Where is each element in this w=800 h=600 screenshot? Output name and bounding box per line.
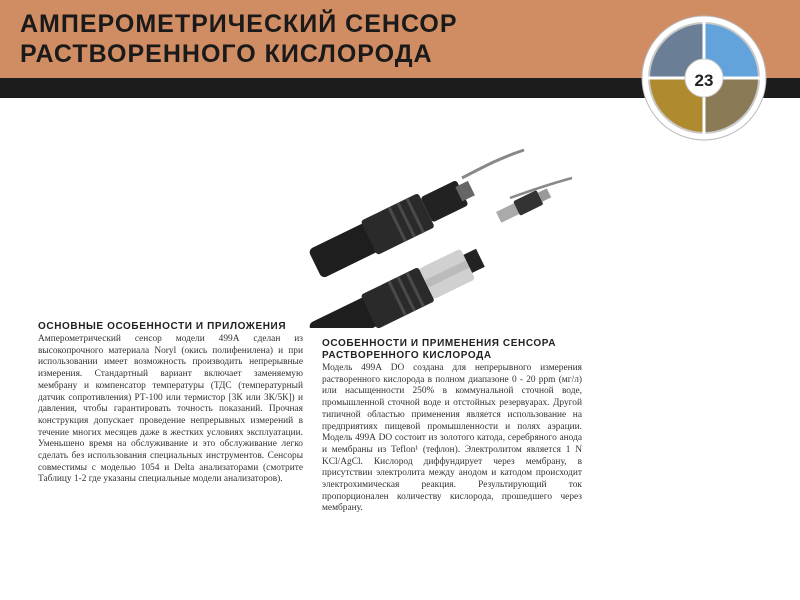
left-column-body: Амперометрический сенсор модели 499А сделан из высокопрочного материала Noryl (окись полифенилена) и при использовании имеет возможность производить непрерывные измерения. Стандартный вариант включает заменяемую мембрану и компенсатор температуры (ТДС (температурный датчик сопротивления) РТ-100 или термистор [3К или 3К/5К]) и давления, чтобы гарантировать точность показаний. Прочная конструкция допускает проведение непрерывных измерений в течение многих месяцев даже в жестких условиях эксплуатации. Уменьшено время на обслуживание и это обслуживание легко сделать без использования специальных инструментов. Сенсоры совместимы с моделью 1054 и Delta анализаторами (смотрите Таблицу 1-2 где указаны специальные модели анализаторов).	[38, 334, 303, 485]
right-column-heading: ОСОБЕННОСТИ И ПРИМЕНЕНИЯ СЕНСОРА РАСТВОРЕННОГО КИСЛОРОДА	[322, 338, 557, 361]
title-line-2: РАСТВОРЕННОГО КИСЛОРОДА	[20, 40, 433, 68]
slide-number: 23	[694, 71, 714, 90]
right-column	[322, 338, 582, 515]
right-column-body: Модель 499А DO создана для непрерывного измерения растворенного кислорода в полном диапазоне 0 - 20 ppm (мг/л) или насыщенности 250% в коммунальной сточной воде, промышленной сточной воде и отстойных резервуарах. Другой типичной областью применения является использование на предприятиях пищевой промышленности и полях аэрации. Модель 499А DO состоит из золотого катода, серебряного анода и мембраны из Teflon¹ (тефлон). Электролитом является 1 N KCl/AgCl. Кислород диффундирует через мембрану, в присутствии электролита между анодом и катодом происходит электрохимическая реакция. Результирующий ток пропорционален количеству кислорода, прошедшего через мембрану.	[322, 363, 582, 514]
left-column	[38, 321, 303, 486]
left-column-heading: ОСНОВНЫЕ ОСОБЕННОСТИ И ПРИЛОЖЕНИЯ	[38, 321, 287, 332]
page-title	[20, 9, 620, 69]
title-line-1: АМПЕРОМЕТРИЧЕСКИЙ СЕНСОР	[20, 10, 458, 38]
sensor-product-image	[300, 138, 580, 328]
